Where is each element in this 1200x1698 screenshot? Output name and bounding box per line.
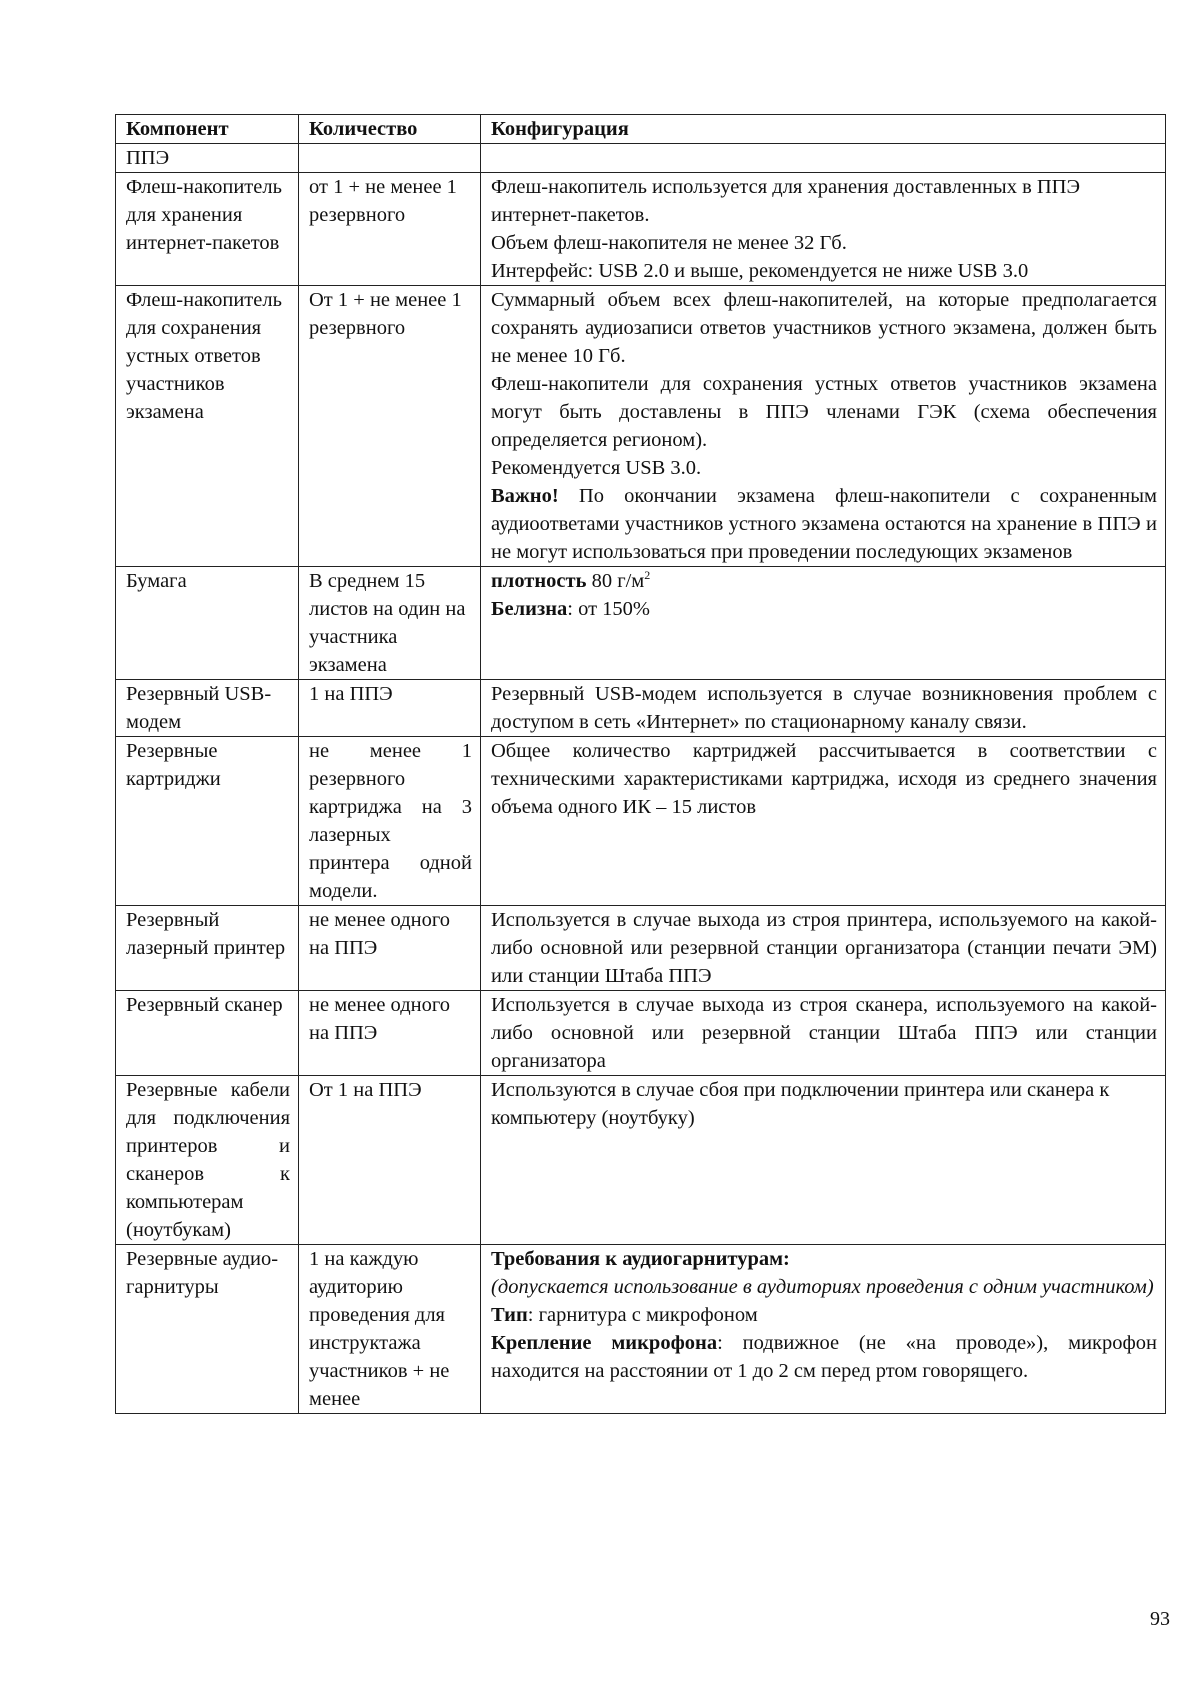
config-cell: Общее количество картриджей рассчитывается в соответствии с техническими характеристиками картриджа, исходя из среднего значения объема одного ИК – 15 листов — [481, 737, 1166, 906]
config-cell: Используется в случае выхода из строя принтера, используемого на какой-либо основной или резервной станции организатора (станции печати ЭМ) или станции Штаба ППЭ — [481, 906, 1166, 991]
section-empty-cell — [481, 144, 1166, 173]
quantity-cell: В среднем 15 листов на один на участника экзамена — [299, 567, 481, 680]
requirements-title — [491, 1245, 1157, 1273]
mount-value: : подвижное (не «на проводе»), микрофон находится на расстоянии от 1 до 2 см перед ртом говорящего. — [491, 1332, 1158, 1382]
config-line: Рекомендуется USB 3.0. — [491, 457, 702, 479]
header-configuration: Конфигурация — [481, 115, 1166, 144]
component-cell: Бумага — [116, 567, 299, 680]
header-component: Компонент — [116, 115, 299, 144]
config-line: Флеш-накопитель используется для хранения доставленных в ППЭ интернет-пакетов. — [491, 176, 1081, 226]
table-row — [116, 906, 1166, 991]
quantity-cell: от 1 + не менее 1 резервного — [299, 173, 481, 286]
table-row — [116, 567, 1166, 680]
component-cell: Резервные картриджи — [116, 737, 299, 906]
requirements-title-text: Требования к аудиогарнитурам: — [491, 1248, 790, 1270]
quantity-cell: 1 на каждую аудиторию проведения для инструктажа участников + не менее — [299, 1245, 481, 1414]
section-label: ППЭ — [116, 144, 299, 173]
component-cell: Резервный сканер — [116, 991, 299, 1076]
page-number: 93 — [1150, 1608, 1170, 1630]
config-line: Объем флеш-накопителя не менее 32 Гб. — [491, 232, 847, 254]
config-cell: Используются в случае сбоя при подключении принтера или сканера к компьютеру (ноутбуку) — [481, 1076, 1166, 1245]
mount-line — [491, 1329, 1157, 1385]
requirements-note — [491, 1273, 1157, 1301]
quantity-cell: От 1 на ППЭ — [299, 1076, 481, 1245]
section-empty-cell — [299, 144, 481, 173]
requirements-note-text: (допускается использование в аудиториях проведения с одним участником) — [491, 1276, 1154, 1298]
config-line: Флеш-накопители для сохранения устных ответов участников экзамена могут быть доставлены в ППЭ членами ГЭК (схема обеспечения определяется регионом). — [491, 373, 1157, 451]
type-line — [491, 1301, 1157, 1329]
quantity-cell: От 1 + не менее 1 резервного — [299, 286, 481, 567]
type-value: : гарнитура с микрофоном — [527, 1304, 758, 1326]
quantity-cell: не менее 1 резервного картриджа на 3 лазерных принтера одной модели. — [299, 737, 481, 906]
config-line: Суммарный объем всех флеш-накопителей, на которые предполагается сохранять аудиозаписи ответов участников устного экзамена, должен быть не менее 10 Гб. — [491, 289, 1157, 367]
config-cell: Резервный USB-модем используется в случае возникновения проблем с доступом в сеть «Интернет» по стационарному каналу связи. — [481, 680, 1166, 737]
config-cell — [481, 1245, 1166, 1414]
table-row — [116, 737, 1166, 906]
component-cell: Флеш-накопитель для сохранения устных ответов участников экзамена — [116, 286, 299, 567]
table-row — [116, 173, 1166, 286]
config-cell — [481, 567, 1166, 680]
config-cell: Используется в случае выхода из строя сканера, используемого на какой-либо основной или резервной станции Штаба ППЭ или станции организатора — [481, 991, 1166, 1076]
component-cell: Резервные аудио-гарнитуры — [116, 1245, 299, 1414]
config-cell — [481, 286, 1166, 567]
section-row — [116, 144, 1166, 173]
density-label: плотность — [491, 570, 587, 592]
table-row — [116, 680, 1166, 737]
whiteness-value: : от 150% — [567, 598, 650, 620]
important-text: По окончании экзамена флеш-накопители с сохраненным аудиоответами участников устного экзамена остаются на хранение в ППЭ и не могут использоваться при проведении последующих экзаменов — [491, 485, 1157, 563]
whiteness-line — [491, 595, 1157, 623]
density-value: 80 г/м — [586, 570, 645, 592]
component-cell: Флеш-накопитель для хранения интернет-пакетов — [116, 173, 299, 286]
component-cell: Резервный лазерный принтер — [116, 906, 299, 991]
config-line: Интерфейс: USB 2.0 и выше, рекомендуется не ниже USB 3.0 — [491, 260, 1029, 282]
config-cell — [481, 173, 1166, 286]
quantity-cell: не менее одного на ППЭ — [299, 991, 481, 1076]
table-row — [116, 1245, 1166, 1414]
quantity-cell: не менее одного на ППЭ — [299, 906, 481, 991]
density-superscript: 2 — [644, 568, 651, 583]
table-row — [116, 286, 1166, 567]
quantity-cell: 1 на ППЭ — [299, 680, 481, 737]
component-cell: Резервные кабели для подключения принтеров и сканеров к компьютерам (ноутбукам) — [116, 1076, 299, 1245]
table-row — [116, 991, 1166, 1076]
whiteness-label: Белизна — [491, 598, 568, 620]
type-label: Тип — [491, 1304, 528, 1326]
important-label: Важно! — [491, 485, 559, 507]
mount-label: Крепление микрофона — [491, 1332, 718, 1354]
component-cell: Резервный USB-модем — [116, 680, 299, 737]
density-line — [491, 567, 1157, 595]
header-quantity: Количество — [299, 115, 481, 144]
equipment-table — [115, 114, 1166, 1414]
table-row — [116, 1076, 1166, 1245]
table-header-row — [116, 115, 1166, 144]
important-note — [491, 482, 1157, 566]
